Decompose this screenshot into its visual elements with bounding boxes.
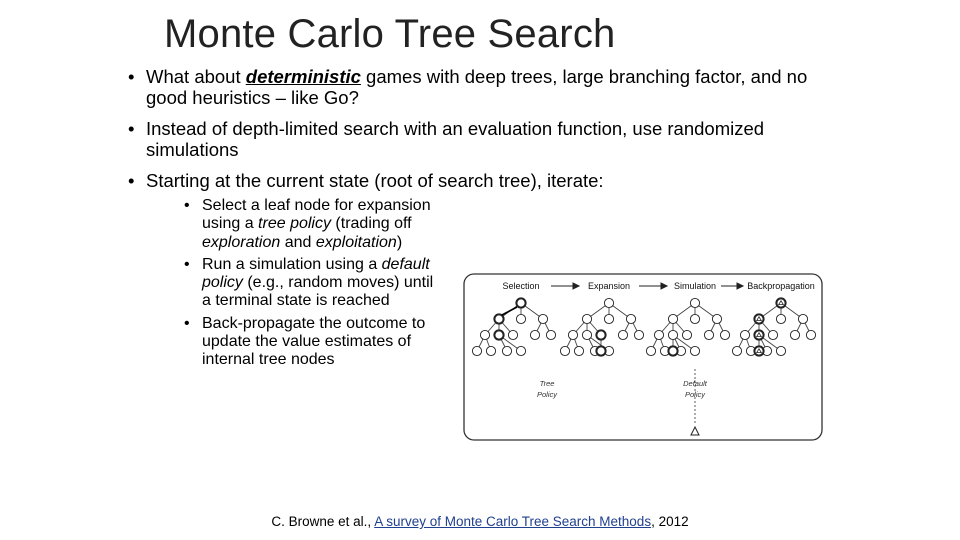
default-policy-label-2: Policy: [684, 390, 706, 399]
bullet-text: games with deep trees, large branching factor, and no good heuristics – like Go?: [146, 66, 808, 108]
tree-node: [768, 330, 777, 339]
sub-text: Back-propagate the outcome to update the value estimates of internal tree nodes: [202, 314, 426, 369]
bullet-deterministic: [124, 66, 844, 108]
citation-year: , 2012: [651, 514, 689, 529]
tree-node: [634, 330, 643, 339]
tree-node: [472, 346, 481, 355]
sub-text: Select a leaf node for expansion using a: [202, 197, 431, 233]
sub-bullet-select: [180, 197, 442, 252]
tree-node: [732, 346, 741, 355]
sub-text: Run a simulation using a: [202, 255, 382, 273]
tree-node: [720, 330, 729, 339]
tree-node: [516, 346, 525, 355]
tree-node: [508, 330, 517, 339]
tree-node: [712, 314, 721, 323]
sub-emph: exploration: [202, 233, 281, 251]
tree-node: [582, 330, 591, 339]
tree-policy-label-1: Tree: [539, 379, 555, 388]
stage-label-expansion: Expansion: [587, 281, 631, 291]
tree-node: [740, 330, 749, 339]
citation-authors: C. Browne et al.,: [271, 514, 375, 529]
tree-node: [538, 314, 547, 323]
stage-label-backpropagation: Backpropagation: [747, 281, 815, 291]
tree-node: [494, 314, 503, 323]
tree-node: [806, 330, 815, 339]
tree-node: [690, 298, 699, 307]
sub-emph: tree policy: [258, 215, 331, 233]
tree-node: [754, 346, 763, 355]
stage-label-selection: Selection: [502, 281, 540, 291]
tree-node: [502, 346, 511, 355]
tree-node: [568, 330, 577, 339]
tree-node: [646, 346, 655, 355]
tree-node: [704, 330, 713, 339]
citation: [0, 514, 960, 529]
mcts-diagram-svg: [463, 273, 823, 441]
tree-node: [480, 330, 489, 339]
bullet-randomized: [124, 118, 844, 160]
tree-policy-label-2: Policy: [536, 390, 558, 399]
tree-node: [690, 314, 699, 323]
tree-node: [776, 298, 785, 307]
sub-text: (trading off: [330, 215, 412, 233]
tree-node: [682, 330, 691, 339]
tree-node: [754, 314, 763, 323]
tree-node: [596, 346, 605, 355]
tree-node: [604, 298, 613, 307]
tree-node: [668, 346, 677, 355]
sub-text: (e.g., random moves) until a terminal state is reached: [202, 274, 434, 310]
tree-node: [604, 314, 613, 323]
stage-label-simulation: Simulation: [673, 281, 717, 291]
bullet-text: Starting at the current state (root of search tree), iterate:: [146, 170, 604, 191]
sub-emph: exploitation: [315, 233, 397, 251]
tree-node: [582, 314, 591, 323]
sub-bullet-backprop: [180, 315, 442, 370]
sub-emph: default policy: [202, 255, 430, 292]
tree-node: [754, 330, 763, 339]
tree-node: [530, 330, 539, 339]
tree-node: [654, 330, 663, 339]
slide-title: Monte Carlo Tree Search: [164, 12, 616, 56]
sub-text: ): [396, 233, 403, 251]
bullet-text: Instead of depth-limited search with an evaluation function, use randomized simulations: [146, 118, 765, 160]
tree-node: [494, 330, 503, 339]
sub-bullet-simulate: [180, 256, 442, 311]
tree-node: [516, 314, 525, 323]
tree-node: [560, 346, 569, 355]
tree-node: [668, 330, 677, 339]
citation-link[interactable]: A survey of Monte Carlo Tree Search Methods: [374, 514, 652, 529]
tree-node: [596, 330, 605, 339]
tree-node: [790, 330, 799, 339]
default-policy-label-1: Default: [683, 379, 707, 388]
tree-node: [776, 314, 785, 323]
tree-node: [546, 330, 555, 339]
tree-node: [626, 314, 635, 323]
tree-node: [574, 346, 583, 355]
tree-node: [486, 346, 495, 355]
tree-node: [668, 314, 677, 323]
sub-bullet-list: [180, 197, 442, 370]
tree-node: [776, 346, 785, 355]
emphasis-deterministic: deterministic: [245, 66, 361, 87]
tree-node: [798, 314, 807, 323]
tree-node: [690, 346, 699, 355]
mcts-diagram: [463, 273, 823, 441]
tree-node: [516, 298, 525, 307]
bullet-text: What about: [146, 66, 246, 87]
sub-text: and: [280, 233, 316, 251]
tree-node: [618, 330, 627, 339]
